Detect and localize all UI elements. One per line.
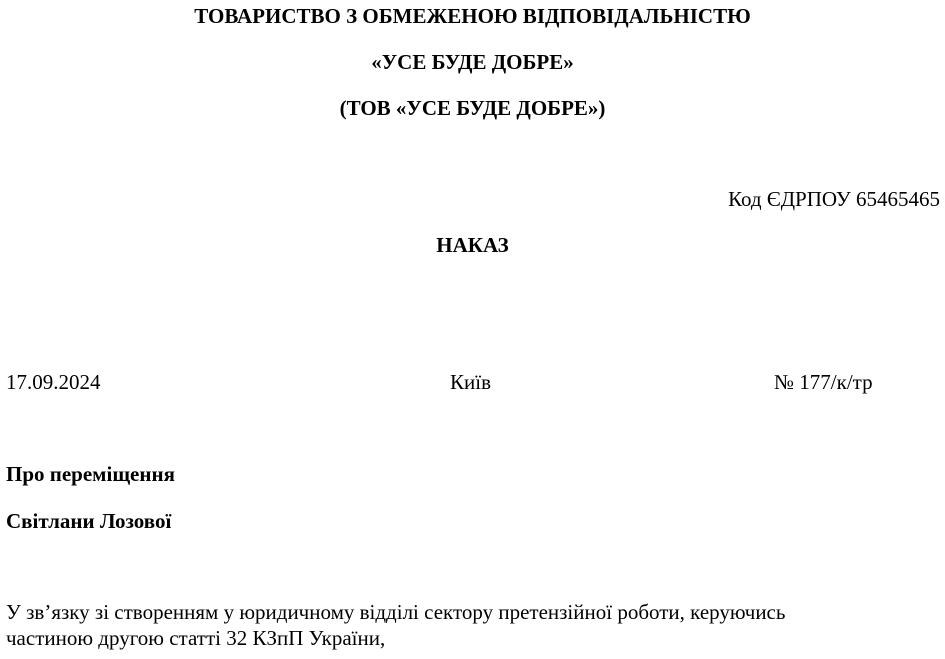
- organization-short-name: (ТОВ «УСЕ БУДЕ ДОБРЕ»): [339, 96, 606, 120]
- body-line-2: частиною другою статті 32 КЗпП України,: [6, 626, 386, 650]
- body-paragraph: [6, 599, 926, 651]
- body-line-1: У зв’язку зі створенням у юридичному відділі сектору претензійної роботи, керуючись: [6, 600, 786, 624]
- organization-full-name: ТОВАРИСТВО З ОБМЕЖЕНОЮ ВІДПОВІДАЛЬНІСТЮ: [194, 4, 751, 28]
- edrpou-code: Код ЄДРПОУ 65465465: [728, 187, 940, 211]
- subject-line-1: Про переміщення: [6, 462, 175, 486]
- document-number: № 177/к/тр: [774, 370, 873, 394]
- document-date: 17.09.2024: [6, 370, 101, 394]
- document-city: Київ: [450, 370, 491, 394]
- subject-line-2: Світлани Лозової: [6, 509, 172, 533]
- organization-quoted-name: «УСЕ БУДЕ ДОБРЕ»: [371, 50, 574, 74]
- document-title: НАКАЗ: [436, 233, 509, 257]
